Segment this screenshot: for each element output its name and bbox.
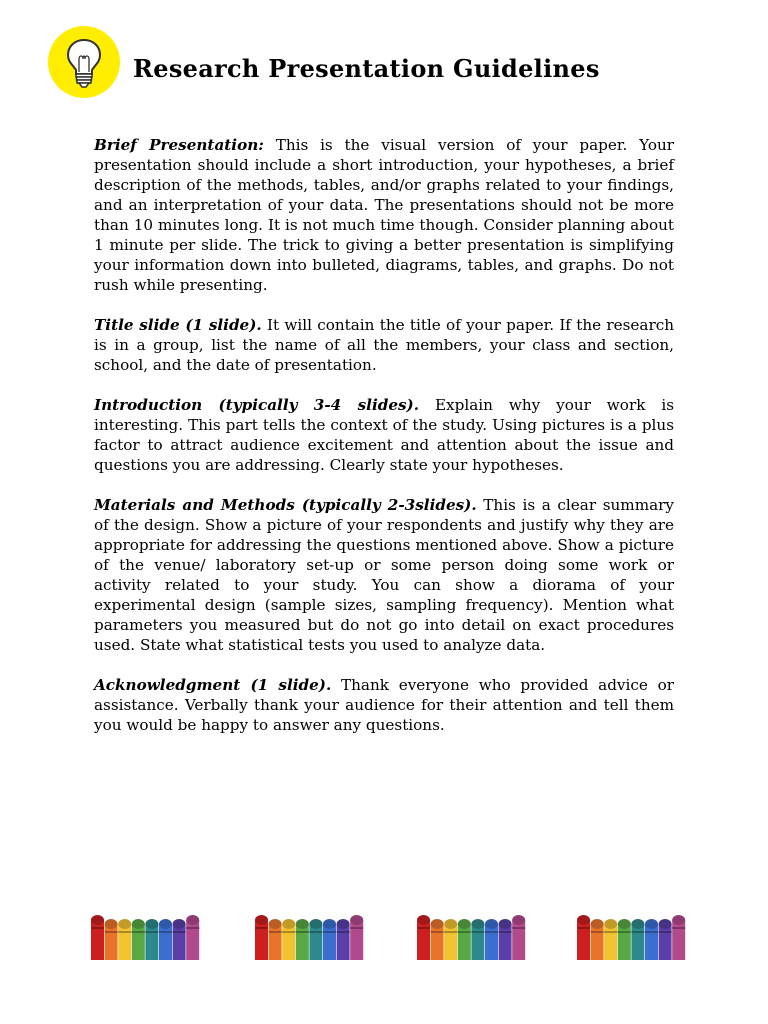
crayon xyxy=(255,915,268,960)
crayon xyxy=(159,919,172,960)
section-heading: Title slide (1 slide). xyxy=(94,316,262,334)
crayon xyxy=(282,919,295,960)
lightbulb-icon xyxy=(48,26,120,98)
section-title-slide xyxy=(94,315,674,375)
crayon xyxy=(672,915,685,960)
crayon xyxy=(577,915,590,960)
page-title: Research Presentation Guidelines xyxy=(133,54,600,83)
crayon xyxy=(444,919,457,960)
crayon xyxy=(471,919,484,960)
crayon xyxy=(296,919,309,960)
section-text: This is the visual version of your paper. Your presentation should include a short introduction, your hypotheses, a brief description of the methods, tables, and/or graphs related to your findings, and an interpretation of your data. The presentations should not be more than 10 minutes long. It is not much time though. Consider planning about 1 minute per slide. The trick to giving a better presentation is simplifying your information down into bulleted, diagrams, tables, and graphs. Do not rush while presenting. xyxy=(94,136,674,294)
crayon xyxy=(350,915,363,960)
crayon xyxy=(431,919,444,960)
section-materials-methods xyxy=(94,495,674,655)
crayon xyxy=(485,919,498,960)
section-text: Thank everyone who provided advice or assistance. Verbally thank your audience for their attention and tell them you would be happy to answer any questions. xyxy=(94,676,675,734)
section-text: Explain why your work is interesting. This part tells the context of the study. Using pictures is a plus factor to attract audience excitement and attention about the issue and questions you are addressing. Clearly state your hypotheses. xyxy=(94,396,674,474)
crayon xyxy=(512,915,525,960)
crayon xyxy=(323,919,336,960)
crayon xyxy=(631,919,644,960)
crayons-icon xyxy=(90,912,202,962)
section-heading: Materials and Methods (typically 2-3slides). xyxy=(94,496,477,514)
section-introduction xyxy=(94,395,674,475)
guidelines-content xyxy=(94,135,674,755)
section-acknowledgment xyxy=(94,675,674,735)
crayon xyxy=(173,919,186,960)
crayon xyxy=(309,919,322,960)
crayon xyxy=(269,919,282,960)
section-heading: Introduction (typically 3-4 slides). xyxy=(94,396,420,414)
crayon xyxy=(604,919,617,960)
crayon xyxy=(499,919,512,960)
section-text: It will contain the title of your paper. If the research is in a group, list the name of all the members, your class and section, school, and the date of presentation. xyxy=(94,316,674,374)
section-text: This is a clear summary of the design. Show a picture of your respondents and justify why they are appropriate for addressing the questions mentioned above. Show a picture of the venue/ laboratory set-up or some person doing some work or activity related to your study. You can show a diorama of your experimental design (sample sizes, sampling frequency). Mention what parameters you measured but do not go into detail on exact procedures used. State what statistical tests you used to analyze data. xyxy=(94,496,674,654)
crayon xyxy=(659,919,672,960)
section-heading: Acknowledgment (1 slide). xyxy=(94,676,332,694)
crayon xyxy=(591,919,604,960)
crayon xyxy=(458,919,471,960)
crayon xyxy=(645,919,658,960)
section-heading: Brief Presentation: xyxy=(94,136,264,154)
crayon xyxy=(91,915,104,960)
crayon xyxy=(132,919,145,960)
crayon xyxy=(145,919,158,960)
page-header xyxy=(48,26,728,100)
crayons-icon xyxy=(416,912,528,962)
crayon xyxy=(105,919,118,960)
crayons-icon xyxy=(576,912,688,962)
crayon xyxy=(118,919,131,960)
crayon xyxy=(618,919,631,960)
section-brief-presentation xyxy=(94,135,674,295)
crayon xyxy=(186,915,199,960)
crayon xyxy=(417,915,430,960)
crayons-icon xyxy=(254,912,366,962)
crayon xyxy=(337,919,350,960)
